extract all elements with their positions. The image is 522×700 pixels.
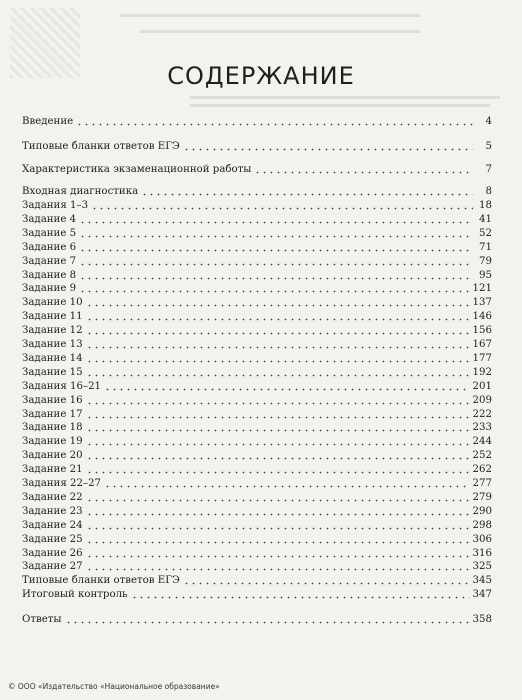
toc-entry-label: Задание 24 bbox=[22, 519, 83, 531]
dot-leader bbox=[79, 270, 473, 280]
toc-entry[interactable] bbox=[22, 281, 492, 295]
toc-entry[interactable] bbox=[22, 184, 492, 198]
toc-entry-label: Ответы bbox=[22, 614, 62, 625]
toc-entry[interactable] bbox=[22, 504, 492, 518]
dot-leader bbox=[86, 520, 470, 530]
toc-entry[interactable] bbox=[22, 212, 492, 226]
dot-leader bbox=[79, 242, 473, 252]
toc-entry-page: 52 bbox=[479, 227, 492, 239]
toc-entry-page: 244 bbox=[472, 436, 492, 448]
copyright-footer: © ООО «Издательство «Национальное образование» bbox=[8, 682, 220, 691]
toc-entry[interactable] bbox=[22, 139, 492, 153]
toc-entry[interactable] bbox=[22, 309, 492, 323]
toc-entry-label: Задание 19 bbox=[22, 436, 83, 448]
toc-entry-page: 279 bbox=[472, 491, 492, 503]
toc-entry[interactable] bbox=[22, 295, 492, 309]
toc-entry-label: Задание 22 bbox=[22, 491, 83, 503]
toc-entry-page: 233 bbox=[472, 422, 492, 434]
toc-entry-page: 316 bbox=[472, 547, 492, 559]
dot-leader bbox=[86, 464, 470, 474]
dot-leader bbox=[86, 353, 470, 363]
dot-leader bbox=[86, 534, 470, 544]
toc-entry-label: Введение bbox=[22, 116, 74, 127]
toc-entry[interactable] bbox=[22, 559, 492, 573]
toc-entry-page: 121 bbox=[472, 283, 492, 295]
toc-entry[interactable] bbox=[22, 448, 492, 462]
toc-entry[interactable] bbox=[22, 518, 492, 532]
toc-entry[interactable] bbox=[22, 407, 492, 421]
toc-entry-page: 325 bbox=[472, 561, 492, 573]
bleed-through-line bbox=[190, 96, 500, 99]
toc-entry-label: Задание 20 bbox=[22, 450, 83, 462]
dot-leader bbox=[86, 422, 470, 432]
toc-entry-label: Задание 25 bbox=[22, 533, 83, 545]
toc-entry-label: Задание 23 bbox=[22, 505, 83, 517]
toc-entry-label: Задание 18 bbox=[22, 422, 83, 434]
toc-entry-page: 71 bbox=[479, 241, 492, 253]
dot-leader bbox=[86, 297, 470, 307]
toc-entry[interactable] bbox=[22, 532, 492, 546]
toc-entry[interactable] bbox=[22, 351, 492, 365]
dot-leader bbox=[104, 381, 470, 391]
dot-leader bbox=[86, 409, 470, 419]
toc-entry-label: Задание 5 bbox=[22, 227, 77, 239]
toc-entry-page: 4 bbox=[485, 116, 492, 127]
toc-entry-label: Типовые бланки ответов ЕГЭ bbox=[22, 575, 180, 587]
dot-leader bbox=[91, 200, 473, 210]
toc-entry-page: 222 bbox=[472, 408, 492, 420]
toc-entry-label: Задание 17 bbox=[22, 408, 83, 420]
toc-entry[interactable] bbox=[22, 434, 492, 448]
toc-entry-label: Входная диагностика bbox=[22, 186, 139, 197]
toc-entry[interactable] bbox=[22, 254, 492, 268]
toc-entry-page: 358 bbox=[472, 614, 492, 625]
toc-entry[interactable] bbox=[22, 612, 492, 626]
toc-entry-page: 262 bbox=[472, 464, 492, 476]
toc-entry[interactable] bbox=[22, 393, 492, 407]
toc-entry-page: 41 bbox=[479, 213, 492, 225]
toc-entry-label: Задание 4 bbox=[22, 213, 77, 225]
toc-entry[interactable] bbox=[22, 365, 492, 379]
toc-entry-page: 79 bbox=[479, 255, 492, 267]
toc-entry-label: Задание 6 bbox=[22, 241, 77, 253]
toc-entry[interactable] bbox=[22, 226, 492, 240]
dot-leader bbox=[86, 548, 470, 558]
toc-entry-page: 290 bbox=[472, 505, 492, 517]
toc-entry-page: 137 bbox=[472, 297, 492, 309]
dot-leader bbox=[183, 575, 470, 585]
toc-entry-page: 345 bbox=[472, 575, 492, 587]
toc-entry[interactable] bbox=[22, 114, 492, 128]
toc-entry[interactable] bbox=[22, 198, 492, 212]
dot-leader bbox=[86, 311, 470, 321]
dot-leader bbox=[254, 164, 473, 174]
dot-leader bbox=[79, 256, 473, 266]
toc-entry[interactable] bbox=[22, 476, 492, 490]
toc-entry-label: Задание 9 bbox=[22, 283, 77, 295]
toc-entry-page: 146 bbox=[472, 311, 492, 323]
toc-entry-label: Задание 15 bbox=[22, 366, 83, 378]
dot-leader bbox=[86, 395, 470, 405]
toc-entry-page: 347 bbox=[472, 589, 492, 601]
toc-entry[interactable] bbox=[22, 337, 492, 351]
toc-entry-page: 7 bbox=[485, 164, 492, 175]
toc-entry-page: 156 bbox=[472, 325, 492, 337]
dot-leader bbox=[86, 339, 470, 349]
toc-entry-label: Задание 8 bbox=[22, 269, 77, 281]
dot-leader bbox=[86, 561, 470, 571]
dot-leader bbox=[86, 367, 470, 377]
bleed-through-line bbox=[190, 104, 490, 107]
toc-entry-label: Задания 1–3 bbox=[22, 200, 89, 211]
dot-leader bbox=[79, 283, 469, 293]
toc-entry-page: 167 bbox=[472, 339, 492, 350]
dot-leader bbox=[76, 116, 473, 126]
toc-entry[interactable] bbox=[22, 546, 492, 560]
toc-entry-label: Итоговый контроль bbox=[22, 589, 128, 601]
toc-entry[interactable] bbox=[22, 162, 492, 176]
toc-entry-label: Задание 16 bbox=[22, 394, 83, 406]
toc-entry-label: Типовые бланки ответов ЕГЭ bbox=[22, 141, 180, 152]
dot-leader bbox=[86, 506, 470, 516]
dot-leader bbox=[104, 478, 470, 488]
dot-leader bbox=[141, 186, 473, 196]
toc-entry-label: Задание 21 bbox=[22, 464, 83, 476]
toc-entry-page: 95 bbox=[479, 269, 492, 281]
toc-entry[interactable] bbox=[22, 379, 492, 393]
toc-entry-page: 5 bbox=[485, 141, 492, 152]
bleed-through-line bbox=[140, 30, 420, 33]
toc-entry-page: 306 bbox=[472, 533, 492, 545]
toc-entry-page: 298 bbox=[472, 519, 492, 531]
dot-leader bbox=[79, 228, 473, 238]
toc-entry-label: Задание 13 bbox=[22, 339, 83, 350]
toc-entry-page: 252 bbox=[472, 450, 492, 462]
toc-entry[interactable] bbox=[22, 573, 492, 587]
toc-entry[interactable] bbox=[22, 240, 492, 254]
dot-leader bbox=[183, 141, 473, 151]
toc-entry-page: 209 bbox=[472, 394, 492, 406]
toc-entry-label: Задания 22–27 bbox=[22, 478, 102, 489]
toc-entry-label: Задание 10 bbox=[22, 297, 83, 309]
toc-entry[interactable] bbox=[22, 268, 492, 282]
toc-entry[interactable] bbox=[22, 323, 492, 337]
page-title: СОДЕРЖАНИЕ bbox=[167, 62, 355, 90]
toc-entry-page: 8 bbox=[485, 186, 492, 197]
dot-leader bbox=[86, 436, 470, 446]
toc-entry-page: 201 bbox=[472, 380, 492, 392]
dot-leader bbox=[86, 492, 470, 502]
toc-entry-page: 192 bbox=[472, 366, 492, 378]
toc-entry-label: Задание 26 bbox=[22, 547, 83, 559]
toc-entry[interactable] bbox=[22, 490, 492, 504]
toc-entry[interactable] bbox=[22, 420, 492, 434]
toc-entry[interactable] bbox=[22, 587, 492, 601]
toc-entry-label: Характеристика экзаменационной работы bbox=[22, 164, 252, 175]
toc-entry-label: Задание 7 bbox=[22, 255, 77, 267]
toc-entry-page: 18 bbox=[479, 200, 492, 211]
toc-entry-label: Задание 27 bbox=[22, 561, 83, 573]
toc-entry-page: 177 bbox=[472, 352, 492, 364]
toc-entry-label: Задание 11 bbox=[22, 311, 83, 323]
dot-leader bbox=[65, 614, 470, 624]
dot-leader bbox=[131, 589, 470, 599]
toc-entry-label: Задания 16–21 bbox=[22, 380, 102, 392]
toc-entry-label: Задание 12 bbox=[22, 325, 83, 337]
dot-leader bbox=[86, 325, 470, 335]
toc-entry-label: Задание 14 bbox=[22, 352, 83, 364]
bleed-through-line bbox=[120, 14, 420, 17]
toc-entry-page: 277 bbox=[472, 478, 492, 489]
toc-entry[interactable] bbox=[22, 462, 492, 476]
dot-leader bbox=[86, 450, 470, 460]
dot-leader bbox=[79, 214, 473, 224]
